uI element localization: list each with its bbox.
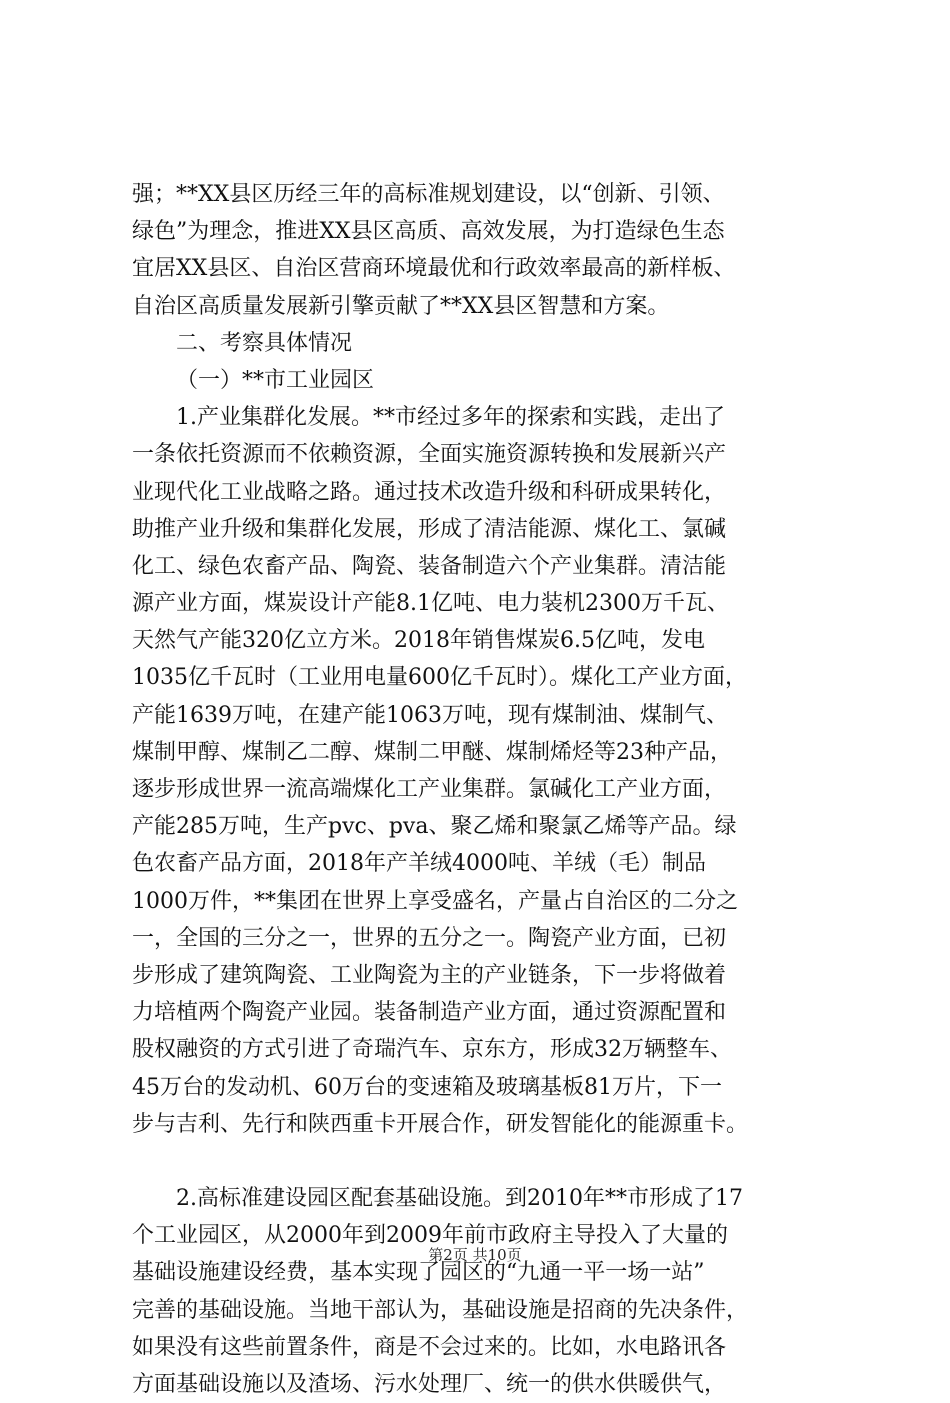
paragraph-line: 一，全国的三分之一，世界的五分之一。陶瓷产业方面，已初 xyxy=(132,925,727,951)
paragraph-line: 天然气产能320亿立方米。2018年销售煤炭6.5亿吨，发电 xyxy=(132,628,705,654)
subsection-heading: （一）**市工业园区 xyxy=(176,367,375,393)
document-body xyxy=(132,176,826,1403)
paragraph-line: 化工、绿色农畜产品、陶瓷、装备制造六个产业集群。清洁能 xyxy=(132,553,727,579)
text-line: 绿色”为理念，推进XX县区高质、高效发展，为打造绿色生态 xyxy=(132,219,725,245)
paragraph-spacer xyxy=(132,1143,826,1180)
paragraph-line: 助推产业升级和集群化发展，形成了清洁能源、煤化工、氯碱 xyxy=(132,516,727,542)
section-heading: 二、考察具体情况 xyxy=(176,330,353,356)
paragraph-line: 2.高标准建设园区配套基础设施。到2010年**市形成了17 xyxy=(176,1186,743,1212)
paragraph-line: 45万台的发动机、60万台的变速箱及玻璃基板81万片，下一 xyxy=(132,1074,722,1100)
text-line: 强；**XX县区历经三年的高标准规划建设，以“创新、引领、 xyxy=(132,182,725,207)
paragraph-line: 完善的基础设施。当地干部认为，基础设施是招商的先决条件， xyxy=(132,1297,749,1323)
paragraph-line: 1.产业集群化发展。**市经过多年的探索和实践，走出了 xyxy=(176,405,725,431)
paragraph-line: 如果没有这些前置条件，商是不会过来的。比如，水电路讯各 xyxy=(132,1334,727,1360)
paragraph-line: 1000万件，**集团在世界上享受盛名，产量占自治区的二分之 xyxy=(132,888,738,914)
page-footer: 第2页 共10页 xyxy=(428,1246,522,1264)
paragraph-line: 业现代化工业战略之路。通过技术改造升级和科研成果转化， xyxy=(132,479,727,505)
paragraph-line: 一条依托资源而不依赖资源，全面实施资源转换和发展新兴产 xyxy=(132,442,727,468)
paragraph-line: 基础设施建设经费，基本实现了园区的“九通一平一场一站” xyxy=(132,1260,705,1286)
paragraph-line: 色农畜产品方面，2018年产羊绒4000吨、羊绒（毛）制品 xyxy=(132,851,706,877)
paragraph-line: 1035亿千瓦时（工业用电量600亿千瓦时）。煤化工产业方面， xyxy=(132,665,747,691)
text-line: 宜居XX县区、自治区营商环境最优和行政效率最高的新样板、 xyxy=(132,256,736,282)
text-line: 自治区高质量发展新引擎贡献了**XX县区智慧和方案。 xyxy=(132,293,670,319)
paragraph-line: 方面基础设施以及渣场、污水处理厂、统一的供水供暖供气， xyxy=(132,1372,727,1397)
paragraph-line: 步形成了建筑陶瓷、工业陶瓷为主的产业链条，下一步将做着 xyxy=(132,962,727,988)
paragraph-line: 源产业方面，煤炭设计产能8.1亿吨、电力装机2300万千瓦、 xyxy=(132,591,729,617)
paragraph-line: 股权融资的方式引进了奇瑞汽车、京东方，形成32万辆整车、 xyxy=(132,1037,732,1063)
paragraph-line: 煤制甲醇、煤制乙二醇、煤制二甲醚、煤制烯烃等23种产品， xyxy=(132,739,732,765)
paragraph-line: 逐步形成世界一流高端煤化工产业集群。氯碱化工产业方面， xyxy=(132,777,727,802)
paragraph-line: 力培植两个陶瓷产业园。装备制造产业方面，通过资源配置和 xyxy=(132,1000,727,1026)
paragraph-line: 产能1639万吨，在建产能1063万吨，现有煤制油、煤制气、 xyxy=(132,702,728,728)
paragraph-line: 步与吉利、先行和陕西重卡开展合作，研发智能化的能源重卡。 xyxy=(132,1111,749,1137)
paragraph-line: 产能285万吨，生产pvc、pva、聚乙烯和聚氯乙烯等产品。绿 xyxy=(132,814,737,840)
paragraph-line: 个工业园区，从2000年到2009年前市政府主导投入了大量的 xyxy=(132,1223,728,1249)
